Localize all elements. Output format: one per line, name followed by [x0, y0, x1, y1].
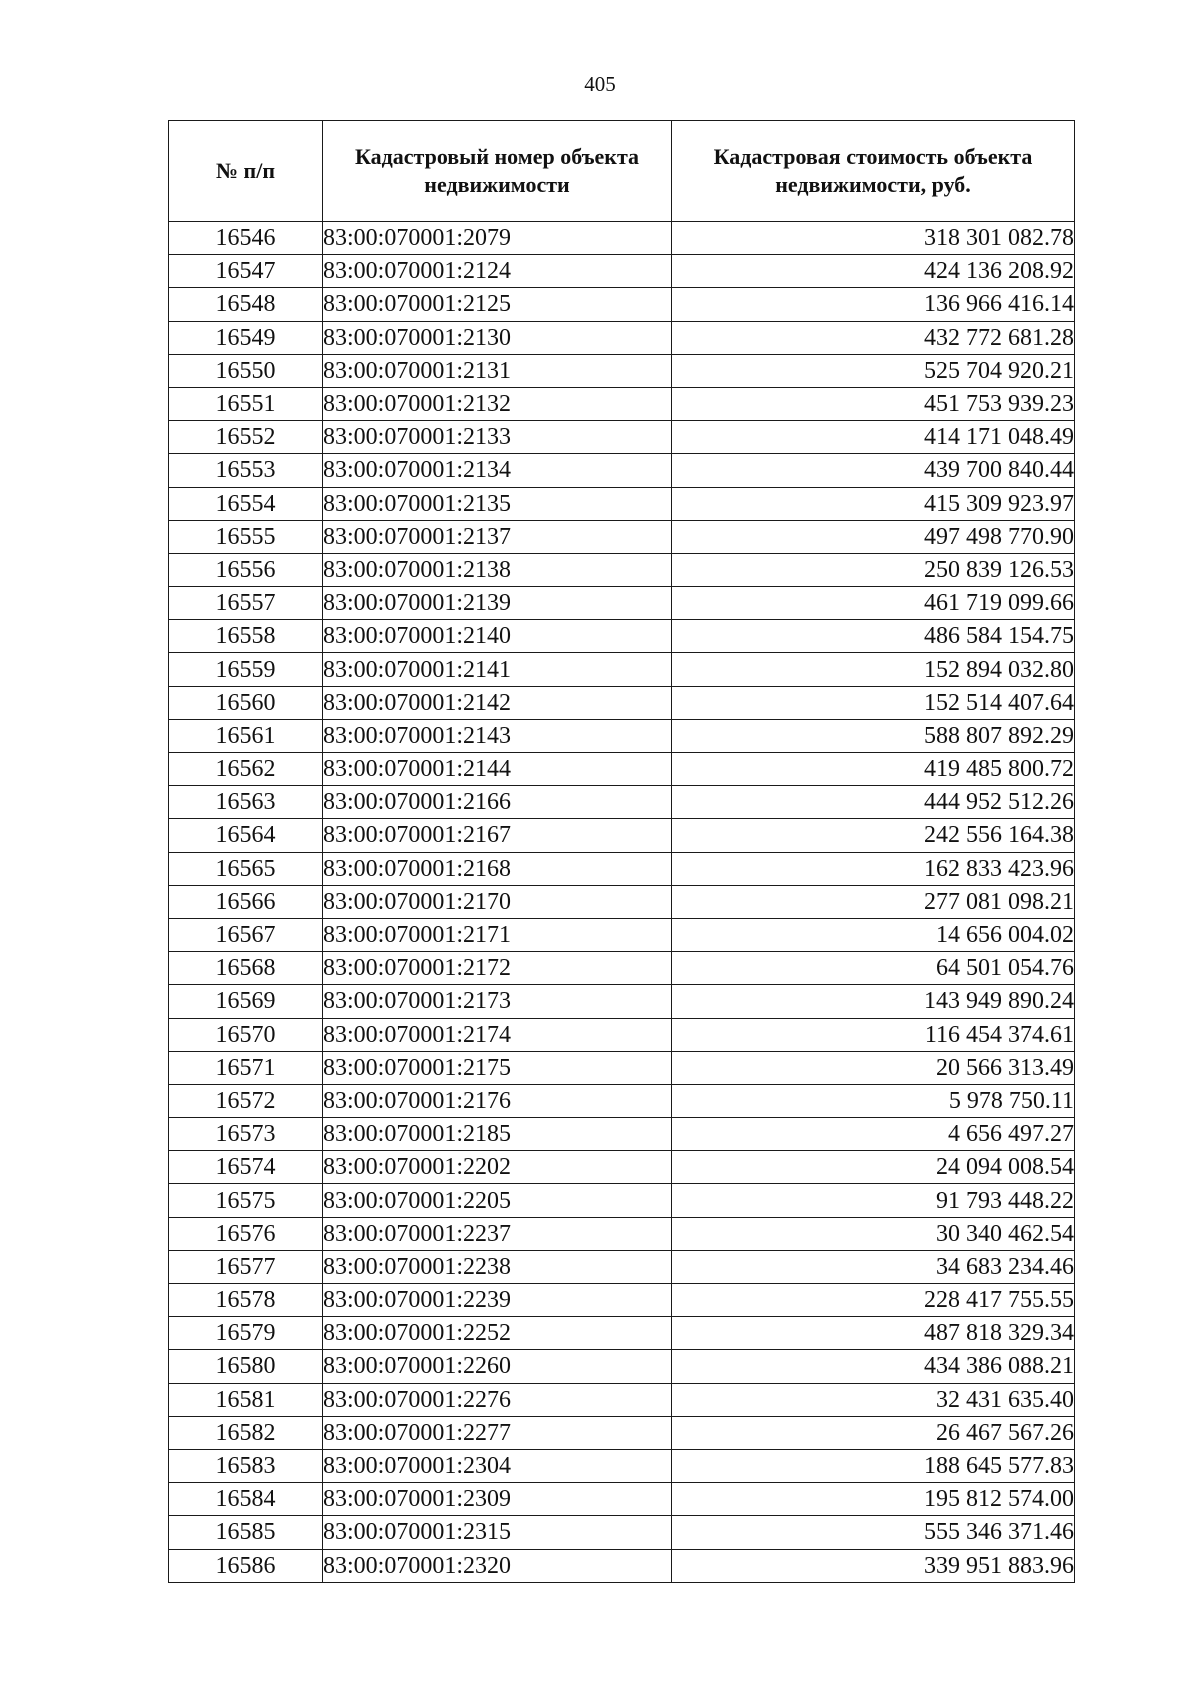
cadastral-number-cell: 83:00:070001:2167 [323, 819, 672, 852]
cadastral-number-cell: 83:00:070001:2185 [323, 1118, 672, 1151]
row-number-cell: 16579 [169, 1317, 323, 1350]
row-number-cell: 16580 [169, 1350, 323, 1383]
cadastral-number-cell: 83:00:070001:2168 [323, 852, 672, 885]
cadastral-number-cell: 83:00:070001:2276 [323, 1383, 672, 1416]
cadastral-number-cell: 83:00:070001:2320 [323, 1549, 672, 1582]
table-row [169, 1018, 1075, 1051]
cadastral-number-cell: 83:00:070001:2166 [323, 786, 672, 819]
cadastral-number-cell: 83:00:070001:2260 [323, 1350, 672, 1383]
cadastral-value-cell: 439 700 840.44 [672, 454, 1075, 487]
table-row [169, 852, 1075, 885]
row-number-cell: 16586 [169, 1549, 323, 1582]
row-number-cell: 16568 [169, 952, 323, 985]
cadastral-number-cell: 83:00:070001:2137 [323, 520, 672, 553]
cadastral-value-cell: 497 498 770.90 [672, 520, 1075, 553]
cadastral-value-cell: 34 683 234.46 [672, 1250, 1075, 1283]
cadastral-number-cell: 83:00:070001:2315 [323, 1516, 672, 1549]
cadastral-value-cell: 250 839 126.53 [672, 553, 1075, 586]
table-row [169, 1483, 1075, 1516]
cadastral-value-cell: 5 978 750.11 [672, 1084, 1075, 1117]
table-row [169, 454, 1075, 487]
table-row [169, 786, 1075, 819]
cadastral-value-cell: 26 467 567.26 [672, 1416, 1075, 1449]
header-cadastral-value: Кадастровая стоимость объекта недвижимости, руб. [672, 121, 1075, 222]
header-cadastral-number: Кадастровый номер объекта недвижимости [323, 121, 672, 222]
table-row [169, 918, 1075, 951]
row-number-cell: 16570 [169, 1018, 323, 1051]
cadastral-value-cell: 415 309 923.97 [672, 487, 1075, 520]
table-row [169, 321, 1075, 354]
cadastral-number-cell: 83:00:070001:2277 [323, 1416, 672, 1449]
table-row [169, 1350, 1075, 1383]
table-row [169, 587, 1075, 620]
header-row-number: № п/п [169, 121, 323, 222]
cadastral-value-cell: 444 952 512.26 [672, 786, 1075, 819]
cadastral-value-cell: 228 417 755.55 [672, 1284, 1075, 1317]
row-number-cell: 16578 [169, 1284, 323, 1317]
table-row [169, 222, 1075, 255]
cadastral-value-cell: 91 793 448.22 [672, 1184, 1075, 1217]
row-number-cell: 16565 [169, 852, 323, 885]
cadastral-value-cell: 414 171 048.49 [672, 421, 1075, 454]
table-row [169, 553, 1075, 586]
cadastral-number-cell: 83:00:070001:2141 [323, 653, 672, 686]
row-number-cell: 16549 [169, 321, 323, 354]
cadastral-value-cell: 14 656 004.02 [672, 918, 1075, 951]
row-number-cell: 16555 [169, 520, 323, 553]
cadastral-number-cell: 83:00:070001:2202 [323, 1151, 672, 1184]
cadastral-value-cell: 152 514 407.64 [672, 686, 1075, 719]
cadastral-number-cell: 83:00:070001:2239 [323, 1284, 672, 1317]
cadastral-value-cell: 434 386 088.21 [672, 1350, 1075, 1383]
table-row [169, 653, 1075, 686]
row-number-cell: 16582 [169, 1416, 323, 1449]
table-row [169, 1118, 1075, 1151]
table-row [169, 1217, 1075, 1250]
cadastral-number-cell: 83:00:070001:2205 [323, 1184, 672, 1217]
cadastral-number-cell: 83:00:070001:2304 [323, 1449, 672, 1482]
table-row [169, 255, 1075, 288]
cadastral-value-cell: 136 966 416.14 [672, 288, 1075, 321]
table-row [169, 421, 1075, 454]
row-number-cell: 16559 [169, 653, 323, 686]
cadastral-number-cell: 83:00:070001:2173 [323, 985, 672, 1018]
cadastral-number-cell: 83:00:070001:2144 [323, 753, 672, 786]
table-row [169, 520, 1075, 553]
table-row [169, 1516, 1075, 1549]
table-header-row [169, 121, 1075, 222]
table-row [169, 487, 1075, 520]
cadastral-value-table [168, 120, 1075, 1583]
cadastral-value-cell: 116 454 374.61 [672, 1018, 1075, 1051]
table-row [169, 620, 1075, 653]
row-number-cell: 16546 [169, 222, 323, 255]
cadastral-number-cell: 83:00:070001:2176 [323, 1084, 672, 1117]
cadastral-value-cell: 152 894 032.80 [672, 653, 1075, 686]
cadastral-number-cell: 83:00:070001:2139 [323, 587, 672, 620]
row-number-cell: 16563 [169, 786, 323, 819]
cadastral-number-cell: 83:00:070001:2140 [323, 620, 672, 653]
table-row [169, 1383, 1075, 1416]
row-number-cell: 16550 [169, 354, 323, 387]
table-row [169, 952, 1075, 985]
row-number-cell: 16547 [169, 255, 323, 288]
cadastral-value-cell: 162 833 423.96 [672, 852, 1075, 885]
row-number-cell: 16585 [169, 1516, 323, 1549]
row-number-cell: 16581 [169, 1383, 323, 1416]
row-number-cell: 16556 [169, 553, 323, 586]
table-body [169, 222, 1075, 1583]
table-row [169, 1449, 1075, 1482]
row-number-cell: 16572 [169, 1084, 323, 1117]
cadastral-number-cell: 83:00:070001:2174 [323, 1018, 672, 1051]
cadastral-value-cell: 525 704 920.21 [672, 354, 1075, 387]
table-row [169, 1416, 1075, 1449]
table-row [169, 288, 1075, 321]
cadastral-number-cell: 83:00:070001:2237 [323, 1217, 672, 1250]
row-number-cell: 16569 [169, 985, 323, 1018]
table-row [169, 1084, 1075, 1117]
cadastral-number-cell: 83:00:070001:2125 [323, 288, 672, 321]
row-number-cell: 16577 [169, 1250, 323, 1283]
row-number-cell: 16571 [169, 1051, 323, 1084]
cadastral-value-cell: 143 949 890.24 [672, 985, 1075, 1018]
table-row [169, 686, 1075, 719]
row-number-cell: 16567 [169, 918, 323, 951]
cadastral-number-cell: 83:00:070001:2135 [323, 487, 672, 520]
cadastral-number-cell: 83:00:070001:2252 [323, 1317, 672, 1350]
cadastral-value-cell: 339 951 883.96 [672, 1549, 1075, 1582]
page-number: 405 [584, 72, 616, 96]
cadastral-number-cell: 83:00:070001:2171 [323, 918, 672, 951]
row-number-cell: 16574 [169, 1151, 323, 1184]
row-number-cell: 16561 [169, 719, 323, 752]
row-number-cell: 16575 [169, 1184, 323, 1217]
cadastral-number-cell: 83:00:070001:2138 [323, 553, 672, 586]
cadastral-number-cell: 83:00:070001:2175 [323, 1051, 672, 1084]
row-number-cell: 16576 [169, 1217, 323, 1250]
cadastral-value-cell: 4 656 497.27 [672, 1118, 1075, 1151]
cadastral-number-cell: 83:00:070001:2134 [323, 454, 672, 487]
table-row [169, 1317, 1075, 1350]
cadastral-value-cell: 20 566 313.49 [672, 1051, 1075, 1084]
cadastral-value-cell: 424 136 208.92 [672, 255, 1075, 288]
cadastral-value-cell: 277 081 098.21 [672, 885, 1075, 918]
cadastral-number-cell: 83:00:070001:2170 [323, 885, 672, 918]
cadastral-value-cell: 188 645 577.83 [672, 1449, 1075, 1482]
row-number-cell: 16573 [169, 1118, 323, 1151]
cadastral-number-cell: 83:00:070001:2131 [323, 354, 672, 387]
cadastral-number-cell: 83:00:070001:2079 [323, 222, 672, 255]
cadastral-number-cell: 83:00:070001:2172 [323, 952, 672, 985]
row-number-cell: 16553 [169, 454, 323, 487]
table-row [169, 719, 1075, 752]
table-row [169, 753, 1075, 786]
table-row [169, 985, 1075, 1018]
row-number-cell: 16564 [169, 819, 323, 852]
table-row [169, 1250, 1075, 1283]
cadastral-value-cell: 451 753 939.23 [672, 387, 1075, 420]
cadastral-number-cell: 83:00:070001:2143 [323, 719, 672, 752]
cadastral-value-cell: 30 340 462.54 [672, 1217, 1075, 1250]
cadastral-value-cell: 419 485 800.72 [672, 753, 1075, 786]
cadastral-number-cell: 83:00:070001:2238 [323, 1250, 672, 1283]
cadastral-number-cell: 83:00:070001:2142 [323, 686, 672, 719]
cadastral-value-cell: 588 807 892.29 [672, 719, 1075, 752]
table-row [169, 1284, 1075, 1317]
row-number-cell: 16558 [169, 620, 323, 653]
row-number-cell: 16557 [169, 587, 323, 620]
table-row [169, 1549, 1075, 1582]
table-row [169, 885, 1075, 918]
cadastral-value-cell: 64 501 054.76 [672, 952, 1075, 985]
cadastral-value-cell: 242 556 164.38 [672, 819, 1075, 852]
table-row [169, 1151, 1075, 1184]
cadastral-number-cell: 83:00:070001:2309 [323, 1483, 672, 1516]
row-number-cell: 16552 [169, 421, 323, 454]
cadastral-number-cell: 83:00:070001:2132 [323, 387, 672, 420]
cadastral-value-cell: 486 584 154.75 [672, 620, 1075, 653]
cadastral-value-cell: 195 812 574.00 [672, 1483, 1075, 1516]
cadastral-number-cell: 83:00:070001:2133 [323, 421, 672, 454]
cadastral-value-cell: 318 301 082.78 [672, 222, 1075, 255]
table-row [169, 1184, 1075, 1217]
row-number-cell: 16548 [169, 288, 323, 321]
cadastral-number-cell: 83:00:070001:2124 [323, 255, 672, 288]
cadastral-value-cell: 555 346 371.46 [672, 1516, 1075, 1549]
cadastral-number-cell: 83:00:070001:2130 [323, 321, 672, 354]
row-number-cell: 16551 [169, 387, 323, 420]
cadastral-value-cell: 432 772 681.28 [672, 321, 1075, 354]
row-number-cell: 16583 [169, 1449, 323, 1482]
cadastral-value-cell: 24 094 008.54 [672, 1151, 1075, 1184]
table-row [169, 1051, 1075, 1084]
row-number-cell: 16560 [169, 686, 323, 719]
row-number-cell: 16554 [169, 487, 323, 520]
row-number-cell: 16584 [169, 1483, 323, 1516]
table-row [169, 819, 1075, 852]
cadastral-value-cell: 461 719 099.66 [672, 587, 1075, 620]
row-number-cell: 16566 [169, 885, 323, 918]
row-number-cell: 16562 [169, 753, 323, 786]
table-row [169, 387, 1075, 420]
cadastral-value-cell: 487 818 329.34 [672, 1317, 1075, 1350]
cadastral-value-cell: 32 431 635.40 [672, 1383, 1075, 1416]
table-row [169, 354, 1075, 387]
